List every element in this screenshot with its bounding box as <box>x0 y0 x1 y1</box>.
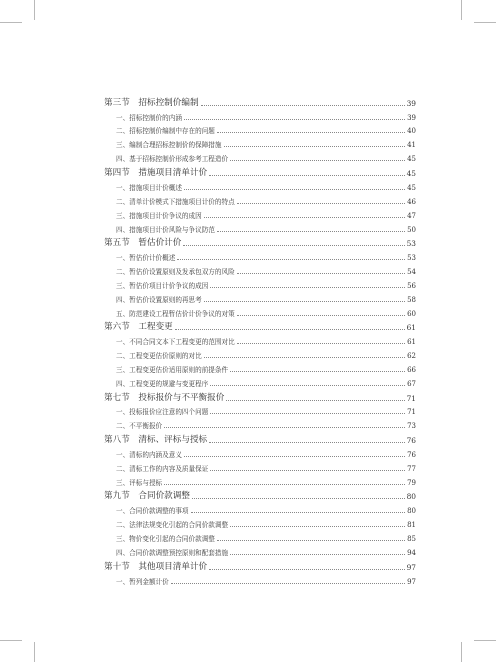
toc-page-number: 81 <box>407 521 416 530</box>
toc-title: 第四节 措施项目清单计价 <box>104 167 208 178</box>
toc-leader-dots <box>237 273 405 274</box>
toc-subsection[interactable] <box>104 122 416 136</box>
toc-leader-dots <box>237 343 405 344</box>
toc-title: 三、措施项目计价争议的成因 <box>116 211 202 220</box>
toc-page-number: 76 <box>406 436 416 446</box>
toc-title: 二、不平衡报价 <box>116 422 163 431</box>
toc-page-number: 62 <box>407 352 416 361</box>
toc-subsection[interactable] <box>104 346 416 360</box>
toc-page-number: 61 <box>407 338 416 347</box>
toc-subsection[interactable] <box>104 459 416 473</box>
toc-section[interactable] <box>104 557 416 572</box>
toc-title: 三、评标与授标 <box>116 478 163 487</box>
toc-page-number: 45 <box>407 155 416 164</box>
toc-subsection[interactable] <box>104 445 416 459</box>
toc-section[interactable] <box>104 318 416 333</box>
toc-title: 二、清标工作的内容及质量保证 <box>116 464 209 473</box>
toc-title: 三、工程变更估价适用原则的前提条件 <box>116 366 229 374</box>
toc-leader-dots <box>175 329 405 330</box>
toc-subsection[interactable] <box>104 149 416 163</box>
toc-subsection[interactable] <box>104 206 416 220</box>
toc-page-number: 45 <box>406 168 416 178</box>
toc-subsection[interactable] <box>104 276 416 290</box>
toc-title: 第七节 投标报价与不平衡报价 <box>104 392 225 403</box>
toc-subsection[interactable] <box>104 374 416 388</box>
toc-subsection[interactable] <box>104 178 416 192</box>
toc-page-number: 40 <box>407 127 416 136</box>
toc-leader-dots <box>217 231 405 232</box>
toc-subsection[interactable] <box>104 220 416 234</box>
toc-leader-dots <box>171 583 405 584</box>
toc-title: 四、暂估价设置原则的再思考 <box>116 295 202 304</box>
toc-title: 二、法律法规变化引起的合同价款调整 <box>116 521 229 530</box>
toc-page-number: 85 <box>407 535 416 544</box>
toc-subsection[interactable] <box>104 543 416 557</box>
toc-title: 第九节 合同价款调整 <box>104 491 190 502</box>
toc-subsection[interactable] <box>104 501 416 515</box>
toc-title: 二、招标控制价编制中存在的问题 <box>116 127 215 136</box>
toc-leader-dots <box>217 132 405 133</box>
toc-page-number: 61 <box>406 323 416 333</box>
toc-subsection[interactable] <box>104 529 416 543</box>
toc-page-number: 71 <box>406 393 416 403</box>
toc-title: 四、合同价款调整预控原则和配套措施 <box>116 548 229 557</box>
toc-subsection[interactable] <box>104 108 416 122</box>
toc-leader-dots <box>237 203 405 204</box>
toc-leader-dots <box>184 119 405 120</box>
toc-leader-dots <box>164 427 405 428</box>
toc-leader-dots <box>184 189 405 190</box>
toc-page-number: 50 <box>407 225 416 234</box>
toc-page-number: 53 <box>406 239 416 249</box>
toc-leader-dots <box>184 456 405 457</box>
toc-leader-dots <box>177 259 405 260</box>
toc-subsection[interactable] <box>104 192 416 206</box>
toc-section[interactable] <box>104 487 416 502</box>
toc-title: 三、编制合理招标控制价的保障措施 <box>116 141 222 150</box>
toc-leader-dots <box>210 287 405 288</box>
crop-mark-br-v <box>461 642 462 662</box>
toc-subsection[interactable] <box>104 135 416 149</box>
toc-page-number: 41 <box>407 141 416 150</box>
toc-leader-dots <box>210 470 405 471</box>
toc-leader-dots <box>209 175 404 176</box>
toc-page-number: 73 <box>407 422 416 431</box>
toc-page-number: 54 <box>407 267 416 276</box>
toc-leader-dots <box>230 554 405 555</box>
toc-leader-dots <box>191 512 406 513</box>
toc-page-number: 66 <box>407 366 416 374</box>
crop-mark-br-h <box>474 640 496 641</box>
toc-subsection[interactable] <box>104 290 416 304</box>
toc-title: 一、措施项目计价概述 <box>116 183 182 192</box>
toc-leader-dots <box>226 400 404 401</box>
toc-title: 第五节 暂估价计价 <box>104 238 182 249</box>
crop-mark-bl-h <box>0 640 22 641</box>
toc-leader-dots <box>230 526 405 527</box>
toc-title: 四、基于招标控制价形成参考工程造价 <box>116 155 229 164</box>
toc-page-number: 53 <box>407 254 416 263</box>
crop-mark-tr-h <box>474 22 496 23</box>
toc-leader-dots <box>183 245 404 246</box>
toc-leader-dots <box>217 540 405 541</box>
toc-leader-dots <box>209 442 404 443</box>
toc-leader-dots <box>201 105 405 106</box>
toc-page-number: 67 <box>407 379 416 388</box>
toc-title: 三、物价变化引起的合同价款调整 <box>116 535 215 544</box>
toc-page-number: 80 <box>406 492 416 502</box>
toc-subsection[interactable] <box>104 515 416 529</box>
toc-title: 一、暂列金额计价 <box>116 577 169 586</box>
toc-leader-dots <box>210 413 405 414</box>
toc-title: 一、合同价款调整的事项 <box>116 507 189 516</box>
toc-leader-dots <box>204 217 405 218</box>
crop-mark-tr-v <box>461 0 462 20</box>
toc-page-number: 77 <box>407 464 416 473</box>
toc-leader-dots <box>237 315 405 316</box>
crop-mark-bl-v <box>34 642 35 662</box>
toc-subsection[interactable] <box>104 248 416 262</box>
toc-page-number: 97 <box>407 577 416 586</box>
toc-section[interactable] <box>104 388 416 403</box>
toc-page-number: 39 <box>407 113 416 122</box>
toc-title: 四、工程变更的规避与变更程序 <box>116 379 209 388</box>
toc-leader-dots <box>230 371 405 372</box>
toc-subsection[interactable] <box>104 332 416 346</box>
toc-subsection[interactable] <box>104 403 416 417</box>
toc-subsection[interactable] <box>104 416 416 430</box>
toc-title: 第十节 其他项目清单计价 <box>104 561 208 572</box>
crop-mark-tl-v <box>34 0 35 20</box>
toc-subsection[interactable] <box>104 360 416 374</box>
toc-subsection[interactable] <box>104 304 416 318</box>
toc-leader-dots <box>204 357 405 358</box>
toc-title: 第三节 招标控制价编制 <box>104 97 199 108</box>
toc-page-number: 79 <box>407 478 416 487</box>
toc-title: 第六节 工程变更 <box>104 322 173 333</box>
toc-subsection[interactable] <box>104 262 416 276</box>
toc-title: 一、招标控制价的内涵 <box>116 113 182 122</box>
toc-subsection[interactable] <box>104 473 416 487</box>
toc-subsection[interactable] <box>104 572 416 586</box>
toc-page-number: 60 <box>407 309 416 318</box>
toc-leader-dots <box>209 569 404 570</box>
toc-leader-dots <box>192 498 405 499</box>
toc-title: 三、暂估价项目计价争议的成因 <box>116 281 209 290</box>
toc-title: 一、投标报价应注意的四个问题 <box>116 408 209 417</box>
toc-page-number: 56 <box>407 281 416 290</box>
toc-title: 第八节 清标、评标与授标 <box>104 435 208 446</box>
toc-title: 四、措施项目计价风险与争议防范 <box>116 225 215 234</box>
toc-page-number: 58 <box>407 295 416 304</box>
toc-leader-dots <box>224 146 406 147</box>
toc-page-number: 97 <box>406 562 416 572</box>
toc-leader-dots <box>210 385 405 386</box>
toc-title: 二、工程变更估价原则的对比 <box>116 352 202 361</box>
toc-title: 一、不同合同文本下工程变更的范围对比 <box>116 338 235 347</box>
toc-leader-dots <box>204 301 405 302</box>
toc-section[interactable] <box>104 430 416 445</box>
toc-title: 五、防范建设工程暂估价计价争议的对策 <box>116 309 235 318</box>
toc-page-number: 94 <box>407 548 416 557</box>
crop-mark-tl-h <box>0 22 22 23</box>
toc-page-number: 47 <box>407 211 416 220</box>
toc-page-number: 39 <box>406 98 416 108</box>
toc-page-number: 45 <box>407 183 416 192</box>
toc-title: 二、清单计价模式下措施项目计价的特点 <box>116 197 235 206</box>
toc-title: 一、清标的内涵及意义 <box>116 450 182 459</box>
toc-leader-dots <box>164 484 405 485</box>
toc-leader-dots <box>230 160 405 161</box>
toc-page-number: 71 <box>407 408 416 417</box>
toc-section[interactable] <box>104 93 416 108</box>
table-of-contents <box>104 93 416 586</box>
toc-section[interactable] <box>104 163 416 178</box>
toc-page-number: 46 <box>407 197 416 206</box>
toc-title: 二、暂估价设置原则及发承包双方的风险 <box>116 267 235 276</box>
toc-title: 一、暂估价计价概述 <box>116 254 176 263</box>
toc-section[interactable] <box>104 234 416 249</box>
toc-page-number: 80 <box>407 507 416 516</box>
toc-page-number: 76 <box>407 450 416 459</box>
